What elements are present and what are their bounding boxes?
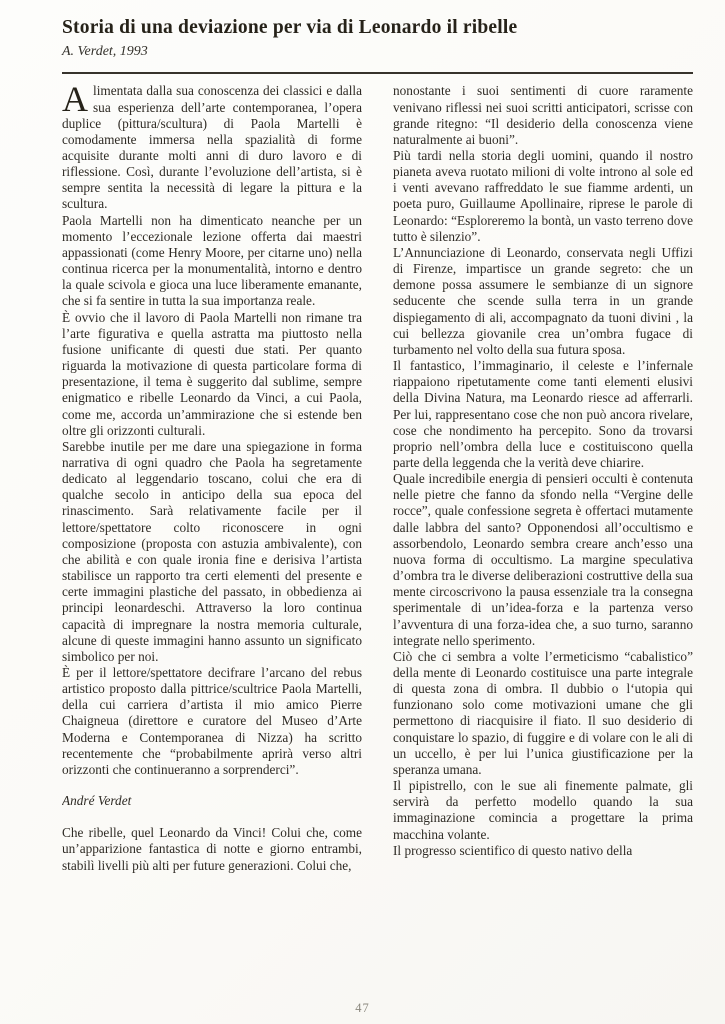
article-byline: A. Verdet, 1993 bbox=[62, 44, 148, 60]
lead-text: limentata dalla sua conoscenza dei classici e dalla sua esperienza dell’arte contemporanea, l’opera duplice (pittura/scultura) di Paola Martelli è comodamente immersa nella spazialità di forme acquisite durante molti anni di duro lavoro e di riflessione. Così, durante l’evoluzione dell’artista, si è sempre sentita la necessità di legare la pittura e la scultura. bbox=[62, 83, 362, 212]
author-signature: André Verdet bbox=[62, 793, 132, 809]
left-column bbox=[62, 83, 362, 1004]
page-header bbox=[62, 16, 693, 74]
paragraph: Più tardi nella storia degli uomini, quando il nostro pianeta aveva ruotato milioni di volte introno al sole ed i venti avevano raffreddato le sue fiamme ardenti, un poeta puro, Guillaume Apollinaire, riprese le parole di Leonardo: “Esploreremo la bontà, un vasto terreno dove tutto è silenzio”. bbox=[393, 148, 693, 244]
page-content bbox=[62, 16, 693, 1004]
paragraph: Paola Martelli non ha dimenticato neanche per un momento l’eccezionale lezione offerta dai maestri appassionati (come Henry Moore, per citarne uno) nella continua ricerca per la monumentalità, intorno e dentro la quale scivola e gioca una luce liberamente emanante, che si fa sentire in tutta la sua importanza reale. bbox=[62, 212, 362, 309]
paragraph: Sarebbe inutile per me dare una spiegazione in forma narrativa di ogni quadro che Paola ha segretamente dedicato al leggendario toscano, colui che era di qualche secolo in anticipo della sua epoca del rinascimento. Sarà relativamente facile per il lettore/spettatore colto riconoscere in ogni composizione (proposta con astuzia ambivalente), con che abilità e con quale ironia fine e derisiva l’artista stabilisce un rapporto tra certi elementi del presente e certe immagini plastiche del passato, in obbedienza ai principi leonardeschi. Attraverso la loro continua capacità di impregnare la nostra memoria culturale, alcune di queste immagini hanno assunto un significato simbolico per noi. bbox=[62, 438, 362, 664]
divider-rule bbox=[62, 72, 693, 74]
paragraph: È ovvio che il lavoro di Paola Martelli non rimane tra l’arte figurativa e quella astratta ma piuttosto nella fusione unificante di questi due stati. Per quanto riguarda la motivazione di questa particolare forma di presentazione, il tema è suggerito dal sublime, sempre enigmatico e ribelle Leonardo da Vinci, a cui Paola, come me, accorda un’ammirazione che si estende ben oltre gli orizzonti culturali. bbox=[62, 309, 362, 438]
content-columns bbox=[62, 83, 693, 1004]
paragraph: È per il lettore/spettatore decifrare l’arcano del rebus artistico proposto dalla pittrice/scultrice Paola Martelli, della cui carriera d’artista il mio amico Pierre Chaigneua (direttore e curatore del Museo d’Arte Moderna e Contemporanea di Nizza) ha scritto recentemente che “probabilmente aprirà verso altri orizzonti che continueranno a sorprenderci”. bbox=[62, 665, 362, 777]
right-column bbox=[393, 83, 693, 1004]
paragraph-lead bbox=[62, 83, 362, 212]
paragraph: Il pipistrello, con le sue ali finemente palmate, gli servirà da perfetto modello quando la sua immaginazione comincia a progettare la prima macchina volante. bbox=[393, 778, 693, 842]
paragraph: Quale incredibile energia di pensieri occulti è contenuta nelle pietre che fanno da sfondo nella “Vergine delle rocce”, quale confessione segreta è offertaci mutamente dalle labbra del santo? Opponendosi all’occultismo e assorbendolo, Leonardo sembra creare anch’esso una nuova forma di occultismo. La margine speculativa d’ombra tra le diverse deliberazioni costruttive della sua mente circoscrivono la pausa essenziale tra la consegna sperimentale di un’idea-forza e la partenza verso l’avventura di una forza-idea che, a suo turno, saranno integrate nello sperimento. bbox=[393, 471, 693, 648]
paragraph: Che ribelle, quel Leonardo da Vinci! Colui che, come un’apparizione fantastica di notte e giorno entrambi, stabilì livelli più alti per future generazioni. Colui che, bbox=[62, 825, 362, 873]
paragraph: Il fantastico, l’immaginario, il celeste e l’infernale riappaiono ripetutamente come tanti elementi elusivi della Divina Natura, ma Leonardo riesce ad afferrarli. Per lui, rappresentano cose che non può ancora rivelare, cose che nondimento ha percepito. Sono da trovarsi proprio nell’ombra della luce e costituiscono quella parte della leggenda che la verità deve chiarire. bbox=[393, 358, 693, 470]
paragraph: L’Annunciazione di Leonardo, conservata negli Uffizi di Firenze, impartisce un grande segreto: che un demone possa assumere le sembianze di un signore seducente che scende sulla terra in un grande dispiegamento di ali, accompagnato da tuoni divini , la cui bellezza giovanile crea un’ombra fugace di turbamento nel volto della sua futura sposa. bbox=[393, 244, 693, 357]
paragraph: Ciò che ci sembra a volte l’ermeticismo “cabalistico” della mente di Leonardo costituisce una parte integrale di questa zona di ombra. Il dubbio o l‘utopia qui funzionano solo come motivazioni umane che gli permettono di riacquisire il fiato. Il suo desiderio di conquistare lo spazio, di fuggire e di volare con le ali di un uccello, è per lui l’unica giustificazione per la speranza umana. bbox=[393, 648, 693, 777]
paragraph: nonostante i suoi sentimenti di cuore raramente venivano riflessi nei suoi scritti anticipatori, scrisse con grande ritegno: “Il desiderio della conoscenza viene naturalmente ai buoni”. bbox=[393, 83, 693, 147]
paragraph: Il progresso scientifico di questo nativo della bbox=[393, 842, 633, 858]
drop-cap: A bbox=[62, 83, 88, 120]
page-number: 47 bbox=[355, 1001, 370, 1015]
article-title: Storia di una deviazione per via di Leonardo il ribelle bbox=[62, 17, 518, 38]
